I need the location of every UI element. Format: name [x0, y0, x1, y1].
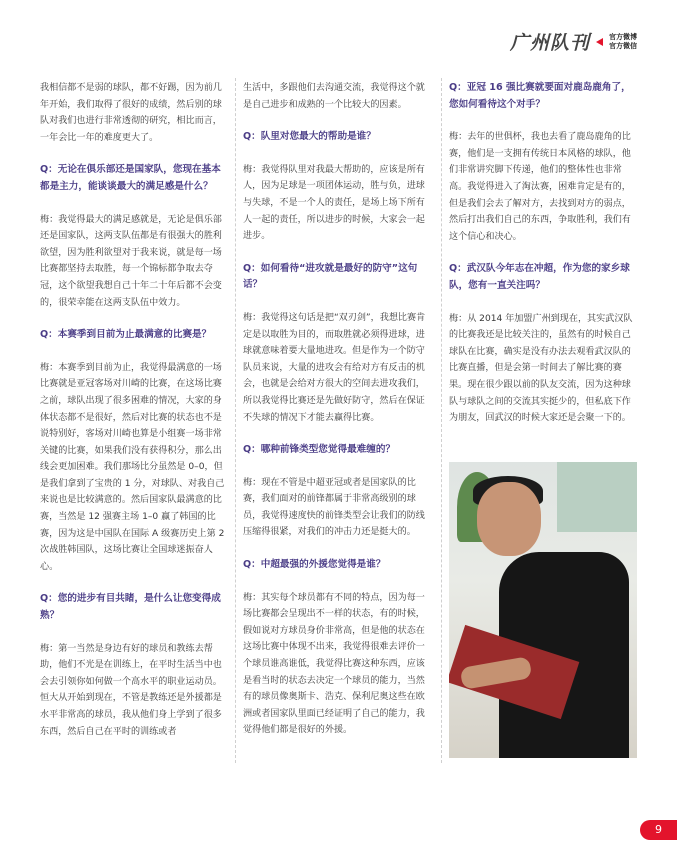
answer-text: 梅：我觉得队里对我最大帮助的，应该是所有人，因为足球是一项团体运动，胜与负，进球与失球，不是一个人的责任，是场上场下所有人一起的责任，所以进步的时候，大家会一起进步。 — [243, 164, 425, 242]
weibo-label: 官方微博 — [609, 32, 637, 41]
social-labels — [609, 33, 637, 51]
answer-text: 梅：本赛季到目前为止，我觉得最满意的一场比赛就是亚冠客场对川崎的比赛，在这场比赛之前，球队出现了很多困难的情况，大家的身体状态都不是很好，然后对比赛的状态也不是说特别好，客场对川崎也算是小组赛一场非常关键的比赛，如果我们没有获得积分，那么出线会更加困难。我们那场比分虽然是 0–0，但是我们拿到了宝贵的 1 分，对球队、对我自己来说也是比较满意的。然后国家队最满意的比赛，当然是 12 强赛主场 1–0 赢了韩国的比赛，因为这是中国队在国际 A 级赛历史上第 2 次战胜韩国队，这场比赛让全国球迷振奋人心。 — [40, 362, 225, 572]
arrow-icon — [596, 38, 603, 46]
question-heading: Q：队里对您最大的帮助是谁？ — [243, 131, 376, 143]
column-3 — [449, 80, 639, 427]
column-2 — [243, 80, 433, 739]
column-1 — [40, 80, 228, 740]
column-divider — [235, 78, 236, 763]
page-number: 9 — [640, 820, 677, 840]
question-heading: Q：武汉队今年志在冲超，作为您的家乡球队，您有一直关注吗？ — [449, 263, 630, 291]
answer-text: 梅：从 2014 年加盟广州到现在，其实武汉队的比赛我还是比较关注的，虽然有的时候自己球队在比赛，确实是没有办法去观看武汉队的比赛直播，但是会第一时间去了解比赛的赛果。现在很少跟以前的队友交流，因为这种球队与球队之间的交流其实挺少的，但私底下作为朋友，回武汉的时候大家还是会聚一下的。 — [449, 313, 633, 424]
answer-text: 梅：其实每个球员都有不同的特点，因为每一场比赛都会呈现出不一样的状态，有的时候，假如说对方球员身价非常高，但是他的状态在这场比赛中体现不出来，我觉得很难去评价一个球员谁高谁低，我觉得比赛这种东西，应该是看当时的状态去决定一个球员的能力，当然有的球员像奥斯卡、浩克、保利尼奥这些在欧洲或者国家队里面已经证明了自己的能力，我觉得他们都是很好的外援。 — [243, 592, 425, 736]
player-photo — [449, 462, 637, 758]
wechat-label: 官方微信 — [609, 41, 637, 50]
magazine-title: 广州队刊 — [509, 32, 590, 54]
answer-text: 我相信都不是弱的球队，都不好踢，因为前几年开始，我们取得了很好的成绩，然后别的球队对我们也进行非常透彻的研究，相比而言，一年会比一年的难度更大了。 — [40, 83, 222, 143]
answer-text: 梅：我觉得最大的满足感就是，无论是俱乐部还是国家队，这两支队伍都是有很强大的胜利欲望，因为胜利欲望对于我来说，就是每一场比赛都坚持去取胜，每一个锦标都争取去夺冠，这个欲望我想自己十年二十年后都不会变的，很荣幸能在这两支队伍中效力。 — [40, 214, 222, 308]
answer-text: 生活中，多跟他们去沟通交流，我觉得这个就是自己进步和成熟的一个比较大的因素。 — [243, 83, 425, 110]
question-heading: Q：中超最强的外援您觉得是谁？ — [243, 559, 386, 571]
question-heading: Q：本赛季到目前为止最满意的比赛是？ — [40, 329, 212, 341]
answer-text: 梅：第一当然是身边有好的球员和教练去帮助，他们不光是在训练上，在平时生活当中也会去引领你如何做一个高水平的职业运动员。恒大从开始到现在，不管是教练还是外援都是水平非常高的球员，我从他们身上学到了很多东西，然后自己在平时的训练或者 — [40, 643, 222, 737]
question-heading: Q：哪种前锋类型您觉得最难缠的？ — [243, 444, 396, 456]
question-heading: Q：无论在俱乐部还是国家队，您现在基本都是主力，能谈谈最大的满足感是什么？ — [40, 164, 221, 192]
masthead — [510, 28, 637, 55]
question-heading: Q：您的进步有目共睹，是什么让您变得成熟？ — [40, 593, 221, 622]
answer-text: 梅：去年的世俱杯，我也去看了鹿岛鹿角的比赛，他们是一支拥有传统日本风格的球队，他们非常讲究脚下传递，他们的整体性也非常高。我觉得进入了淘汰赛，困难肯定是有的，但是我们会去了解对方，去找到对方的弱点，然后打出我们自己的东西，争取胜利，我们有这个信心和决心。 — [449, 132, 631, 242]
answer-text: 梅：我觉得这句话是把“双刃剑”，我想比赛肯定是以取胜为目的，而取胜就必须得进球，进球就意味着要大量地进攻。但是作为一个防守队员来说，大量的进攻会有给对方有反击的机会，也就是会给对方很大的空间去进攻我们，所以我觉得比赛还是先做好防守，然后在保证不失球的情况下才能去赢得比赛。 — [243, 312, 426, 423]
answer-text: 梅：现在不管是中超亚冠或者是国家队的比赛，我们面对的前锋都属于非常高级别的球员，我觉得速度快的前锋类型会让我们的防线压缩得很紧，对我们的冲击力还是挺大的。 — [243, 477, 425, 538]
question-heading: Q：如何看待“进攻就是最好的防守”这句话？ — [243, 262, 418, 291]
question-heading: Q：亚冠 16 强比赛就要面对鹿岛鹿角了，您如何看待这个对手？ — [449, 82, 631, 110]
column-divider — [441, 78, 442, 763]
